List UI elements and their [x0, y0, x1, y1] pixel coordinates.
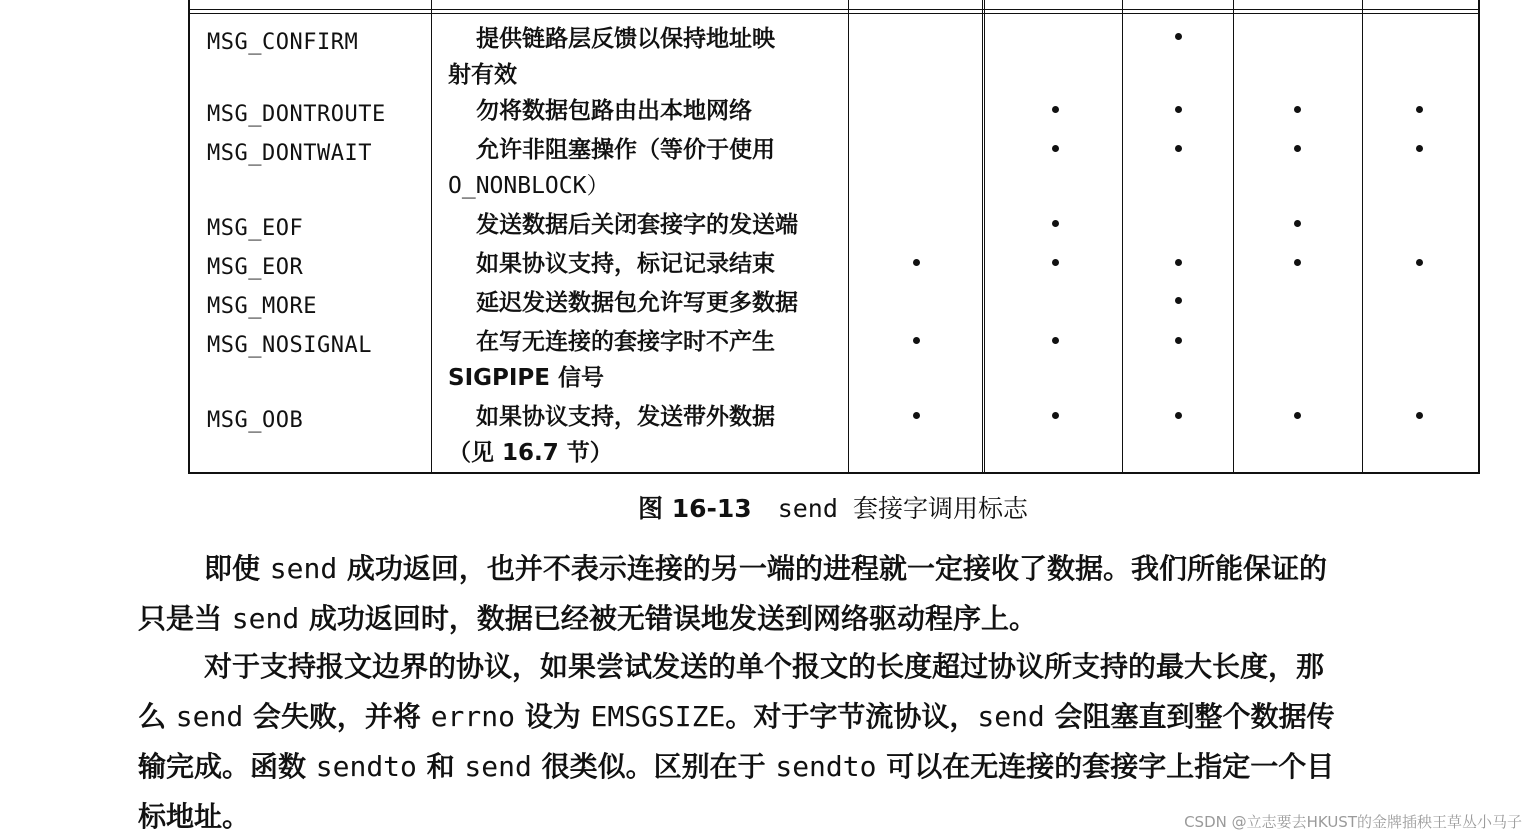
flag-description-line: SIGPIPE 信号 [448, 365, 604, 391]
flag-description [448, 399, 828, 471]
paragraph-line: 对于支持报文边界的协议，如果尝试发送的单个报文的长度超过协议所支持的最大长度，那 [204, 650, 1325, 683]
flag-name: MSG_DONTWAIT [207, 141, 372, 166]
paragraph-line: 输完成。函数 sendto 和 send 很类似。区别在于 sendto 可以在无连接的套接字上指定一个目 [138, 750, 1335, 783]
table-column-divider [1362, 0, 1363, 474]
flag-description-line: 发送数据后关闭套接字的发送端 [476, 212, 798, 238]
flag-description-line: 延迟发送数据包允许写更多数据 [476, 290, 798, 316]
support-dot [1175, 297, 1182, 304]
flag-name: MSG_EOR [207, 255, 304, 280]
table-column-divider [848, 0, 849, 474]
flag-description-line: 如果协议支持，发送带外数据 [476, 404, 775, 430]
support-dot [1052, 220, 1059, 227]
flag-name: MSG_EOF [207, 216, 304, 241]
support-dot [913, 412, 920, 419]
flag-name: MSG_NOSIGNAL [207, 333, 372, 358]
support-dot [1416, 145, 1423, 152]
watermark: CSDN @立志要去HKUST的金牌插秧王草丛小马子 [1184, 813, 1522, 831]
flag-description [448, 246, 828, 282]
flag-description [448, 207, 828, 243]
flag-description [448, 21, 828, 93]
flag-name: MSG_CONFIRM [207, 30, 359, 55]
support-dot [1294, 220, 1301, 227]
support-dot [1175, 33, 1182, 40]
support-dot [1052, 106, 1059, 113]
table-column-divider-double [982, 0, 985, 474]
support-dot [1052, 337, 1059, 344]
support-dot [1416, 259, 1423, 266]
flags-table [188, 0, 1480, 474]
flag-name: MSG_OOB [207, 408, 304, 433]
flag-description-line: O_NONBLOCK） [448, 173, 610, 199]
flag-description [448, 132, 828, 204]
table-column-divider [431, 0, 432, 474]
flag-description-line: 如果协议支持，标记记录结束 [476, 251, 775, 277]
support-dot [1052, 412, 1059, 419]
paragraph-line: 标地址。 [138, 800, 251, 833]
table-column-divider [1122, 0, 1123, 474]
support-dot [1175, 337, 1182, 344]
support-dot [1294, 259, 1301, 266]
flag-name: MSG_MORE [207, 294, 317, 319]
flag-description-line: 允许非阻塞操作（等价于使用 [476, 137, 775, 163]
flag-description-line: 勿将数据包路由出本地网络 [476, 98, 752, 124]
paragraph-line: 只是当 send 成功返回时，数据已经被无错误地发送到网络驱动程序上。 [138, 602, 1037, 635]
table-column-divider [1233, 0, 1234, 474]
support-dot [1052, 259, 1059, 266]
paragraph-line: 即使 send 成功返回，也并不表示连接的另一端的进程就一定接收了数据。我们所能保证的 [204, 552, 1327, 585]
support-dot [1175, 412, 1182, 419]
support-dot [1294, 145, 1301, 152]
support-dot [913, 337, 920, 344]
figure-label: 图 16-13 [638, 494, 752, 523]
flag-description-line: 射有效 [448, 62, 517, 88]
paragraph-line: 么 send 会失败，并将 errno 设为 EMSGSIZE。对于字节流协议，send 会阻塞直到整个数据传 [138, 700, 1335, 733]
flag-description [448, 324, 828, 396]
support-dot [1416, 412, 1423, 419]
support-dot [913, 259, 920, 266]
support-dot [1175, 106, 1182, 113]
figure-title: send 套接字调用标志 [777, 494, 1028, 523]
support-dot [1294, 412, 1301, 419]
flag-description-line: 在写无连接的套接字时不产生 [476, 329, 775, 355]
support-dot [1416, 106, 1423, 113]
support-dot [1052, 145, 1059, 152]
flag-description [448, 93, 828, 129]
body-paragraph [138, 544, 1533, 644]
support-dot [1175, 145, 1182, 152]
flag-description [448, 285, 828, 321]
support-dot [1294, 106, 1301, 113]
flag-description-line: （见 16.7 节） [448, 440, 613, 466]
table-header-divider [188, 9, 1480, 14]
flag-name: MSG_DONTROUTE [207, 102, 386, 127]
body-paragraph [138, 642, 1533, 838]
flag-description-line: 提供链路层反馈以保持地址映 [476, 26, 775, 52]
figure-caption [0, 491, 1536, 527]
support-dot [1175, 259, 1182, 266]
